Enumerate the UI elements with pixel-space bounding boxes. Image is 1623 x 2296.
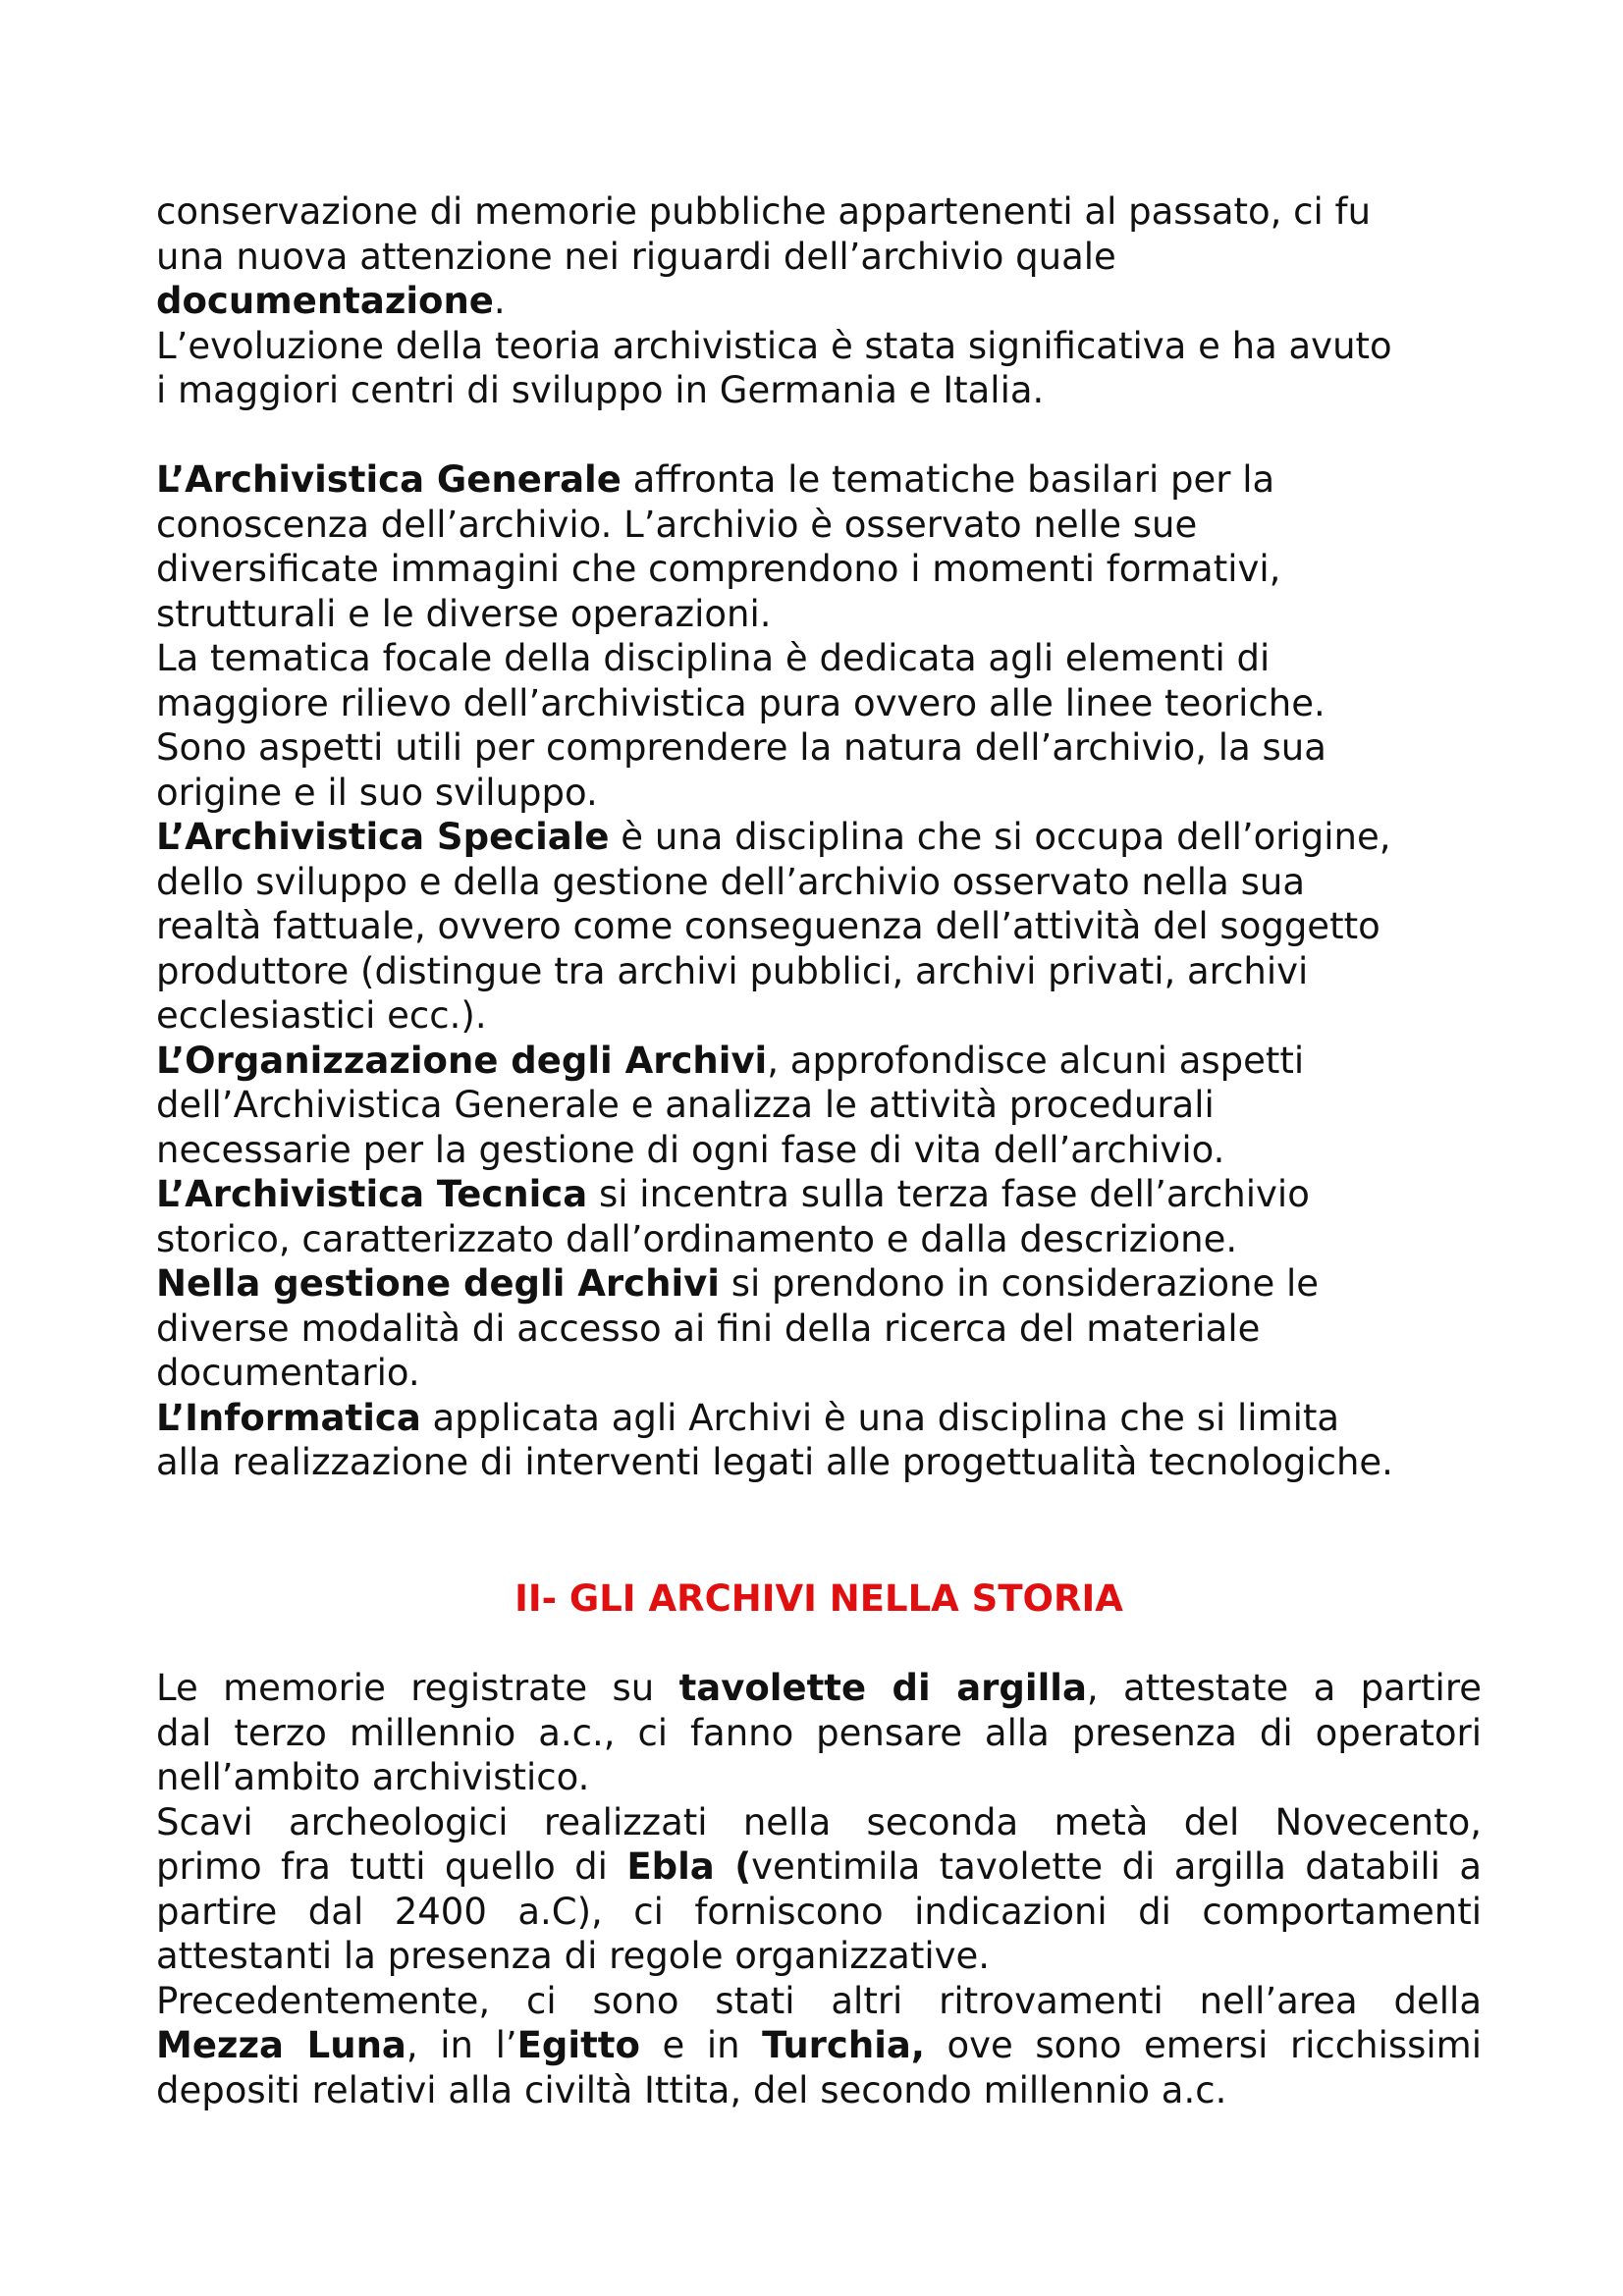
text-line: dell’Archivistica Generale e analizza le attività procedurali — [156, 1084, 1215, 1126]
text-line: i maggiori centri di sviluppo in Germania e Italia. — [156, 369, 1045, 411]
text-line: una nuova attenzione nei riguardi dell’archivio quale — [156, 235, 1116, 278]
text-line: storico, caratterizzato dall’ordinamento e dalla descrizione. — [156, 1217, 1238, 1260]
text-line: documentazione. — [156, 280, 506, 322]
text-line: documentario. — [156, 1352, 420, 1394]
text-line: primo fra tutti quello di Ebla (ventimila tavolette di argilla databili a — [156, 1845, 1482, 1888]
text-line: produttore (distingue tra archivi pubblici, archivi privati, archivi — [156, 949, 1309, 992]
bold-term: Egitto — [516, 2024, 640, 2066]
bold-term: L’Archivistica Generale — [156, 458, 622, 501]
text-line: dello sviluppo e della gestione dell’archivio osservato nella sua — [156, 860, 1305, 903]
text-line: Mezza Luna, in l’Egitto e in Turchia, ove sono emersi ricchissimi — [156, 2024, 1482, 2066]
disciplines-section — [156, 457, 1482, 1485]
text-line: L’evoluzione della teoria archivistica è stata significativa e ha avuto — [156, 324, 1392, 367]
text-line: realtà fattuale, ovvero come conseguenza dell’attività del soggetto — [156, 905, 1380, 947]
text-line: L’Archivistica Tecnica si incentra sulla terza fase dell’archivio — [156, 1173, 1310, 1215]
text-line: attestanti la presenza di regole organizzative. — [156, 1935, 991, 1977]
text-line: Precedentemente, ci sono stati altri ritrovamenti nell’area della — [156, 1979, 1482, 2022]
text-line: necessarie per la gestione di ogni fase di vita dell’archivio. — [156, 1128, 1225, 1171]
text-line: L’Organizzazione degli Archivi, approfondisce alcuni aspetti — [156, 1039, 1305, 1082]
bold-term: L’Informatica — [156, 1396, 421, 1439]
text-line: L’Informatica applicata agli Archivi è una disciplina che si limita — [156, 1396, 1340, 1439]
text-line: L’Archivistica Generale affronta le tematiche basilari per la — [156, 458, 1275, 501]
text-line: diverse modalità di accesso ai fini della ricerca del materiale — [156, 1307, 1261, 1350]
text-line: Nella gestione degli Archivi si prendono in considerazione le — [156, 1262, 1320, 1305]
text-line: alla realizzazione di interventi legati alle progettualità tecnologiche. — [156, 1441, 1393, 1483]
bold-term: documentazione — [156, 280, 494, 322]
text-line: ecclesiastici ecc.). — [156, 994, 487, 1037]
section-heading: II- GLI ARCHIVI NELLA STORIA — [514, 1577, 1123, 1620]
text-line: conoscenza dell’archivio. L’archivio è osservato nelle sue — [156, 503, 1198, 546]
text-line: dal terzo millennio a.c., ci fanno pensare alla presenza di operatori — [156, 1711, 1482, 1754]
text-line: depositi relativi alla civiltà Ittita, del secondo millennio a.c. — [156, 2068, 1227, 2111]
bold-term: L’Archivistica Tecnica — [156, 1173, 588, 1215]
bold-term: Nella gestione degli Archivi — [156, 1262, 720, 1305]
bold-term: Ebla ( — [626, 1845, 752, 1888]
text-line: partire dal 2400 a.C), ci forniscono indicazioni di comportamenti — [156, 1890, 1482, 1933]
text-line: L’Archivistica Speciale è una disciplina che si occupa dell’origine, — [156, 816, 1391, 858]
text-line: Le memorie registrate su tavolette di argilla, attestate a partire — [156, 1667, 1482, 1709]
text-line: diversificate immagini che comprendono i momenti formativi, — [156, 548, 1281, 590]
text-line: conservazione di memorie pubbliche appartenenti al passato, ci fu — [156, 190, 1372, 233]
text-line: Sono aspetti utili per comprendere la natura dell’archivio, la sua — [156, 726, 1326, 769]
bold-term: Turchia, — [762, 2024, 925, 2066]
intro-paragraph — [156, 189, 1482, 413]
text-line: strutturali e le diverse operazioni. — [156, 592, 772, 635]
history-section — [156, 1666, 1482, 2112]
bold-term: Mezza Luna — [156, 2024, 406, 2066]
text-line: maggiore rilievo dell’archivistica pura ovvero alle linee teoriche. — [156, 681, 1325, 724]
text-line: Scavi archeologici realizzati nella seconda metà del Novecento, — [156, 1800, 1482, 1843]
text-line: origine e il suo sviluppo. — [156, 771, 598, 814]
bold-term: L’Archivistica Speciale — [156, 816, 610, 858]
text-line: La tematica focale della disciplina è dedicata agli elementi di — [156, 637, 1271, 679]
text-line: nell’ambito archivistico. — [156, 1756, 590, 1798]
bold-term: tavolette di argilla — [678, 1667, 1087, 1709]
bold-term: L’Organizzazione degli Archivi — [156, 1039, 768, 1082]
